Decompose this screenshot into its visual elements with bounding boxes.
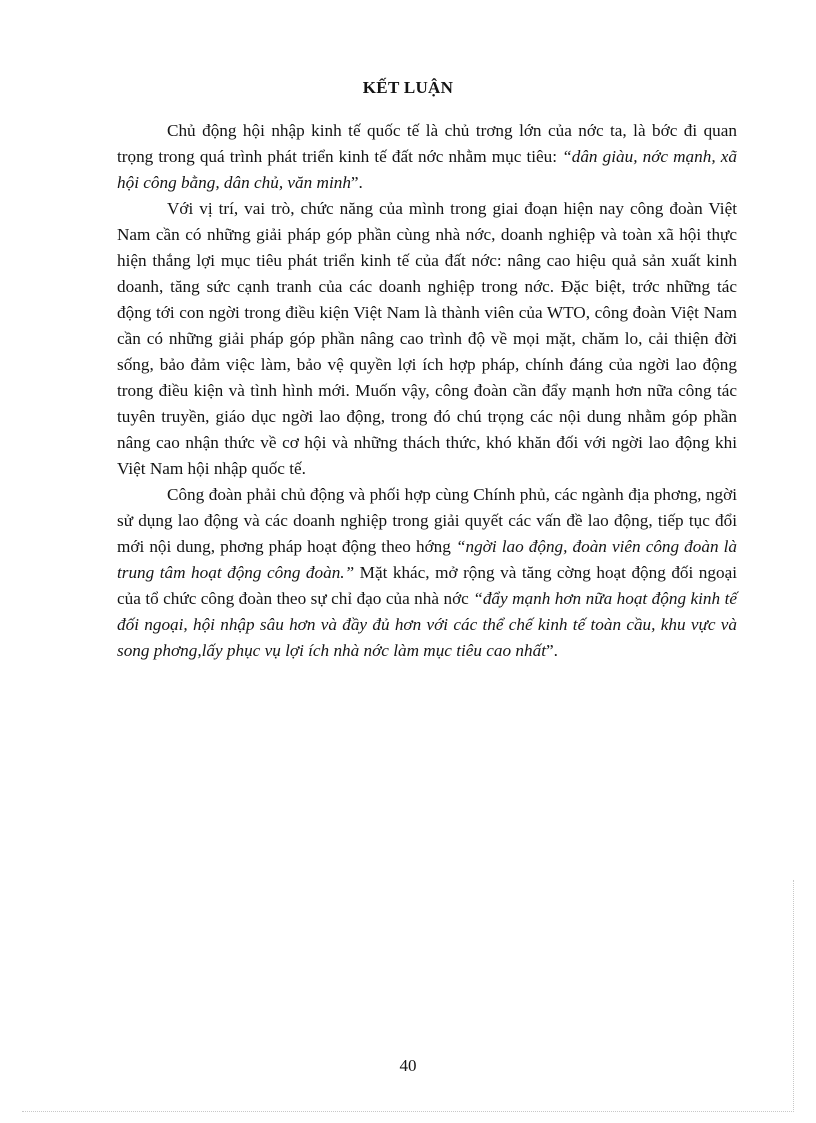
page-border-bottom	[22, 1111, 794, 1112]
page-number: 40	[399, 1056, 417, 1075]
paragraph-2	[117, 196, 737, 482]
document-body	[117, 118, 737, 664]
paragraph-3-quote-2: “đẩy mạnh hơn nữa hoạt động kinh tế đối ngoại, hội nhập sâu hơn và đầy đủ hơn với các thể chế kinh tế toàn cầu, khu vực và song phơng,lấy phục vụ lợi ích nhà nớc làm mục tiêu cao nhất	[117, 589, 737, 660]
paragraph-3-quote-1: “ngời lao động, đoàn viên công đoàn là trung tâm hoạt động công đoàn.”	[117, 537, 738, 582]
paragraph-3	[117, 482, 737, 664]
paragraph-1-tail: ”.	[350, 173, 363, 192]
paragraph-3-text-2: Mặt khác, mở rộng và tăng cờng hoạt động đối ngoại của tổ chức công đoàn theo sự chỉ đạo của nhà nớc	[117, 563, 737, 608]
page-border-right	[793, 880, 794, 1112]
page-title: KẾT LUẬN	[362, 78, 454, 97]
paragraph-1	[117, 118, 737, 196]
paragraph-3-tail: ”.	[545, 641, 558, 660]
paragraph-3-text: Công đoàn phải chủ động và phối hợp cùng Chính phủ, các ngành địa phơng, ngời sử dụng lao động và các doanh nghiệp trong giải quyết các vấn đề lao động, tiếp tục đổi mới nội dung, phơng pháp hoạt động theo hớng	[117, 485, 737, 556]
paragraph-1-text: Chủ động hội nhập kinh tế quốc tế là chủ trơng lớn của nớc ta, là bớc đi quan trọng trong quá trình phát triển kinh tế đất nớc nhằm mục tiêu:	[117, 121, 737, 166]
paragraph-1-quote: “dân giàu, nớc mạnh, xã hội công bằng, dân chủ, văn minh	[117, 147, 737, 192]
paragraph-2-text: Với vị trí, vai trò, chức năng của mình trong giai đoạn hiện nay công đoàn Việt Nam cần có những giải pháp góp phần cùng nhà nớc, doanh nghiệp và toàn xã hội thực hiện thắng lợi mục tiêu phát triển kinh tế của đất nớc: nâng cao hiệu quả sản xuất kinh doanh, tăng sức cạnh tranh của các doanh nghiệp trong nớc. Đặc biệt, trớc những tác động tới con ngời trong điều kiện Việt Nam là thành viên của WTO, công đoàn Việt Nam cần có những giải pháp góp phần nâng cao trình độ về mọi mặt, chăm lo, cải thiện đời sống, bảo đảm việc làm, bảo vệ quyền lợi ích hợp pháp, chính đáng của ngời lao động trong điều kiện và tình hình mới. Muốn vậy, công đoàn cần đẩy mạnh hơn nữa công tác tuyên truyền, giáo dục ngời lao động, trong đó chú trọng các nội dung nhằm góp phần nâng cao nhận thức về cơ hội và những thách thức, khó khăn đối với ngời lao động khi Việt Nam hội nhập quốc tế.	[117, 199, 737, 478]
